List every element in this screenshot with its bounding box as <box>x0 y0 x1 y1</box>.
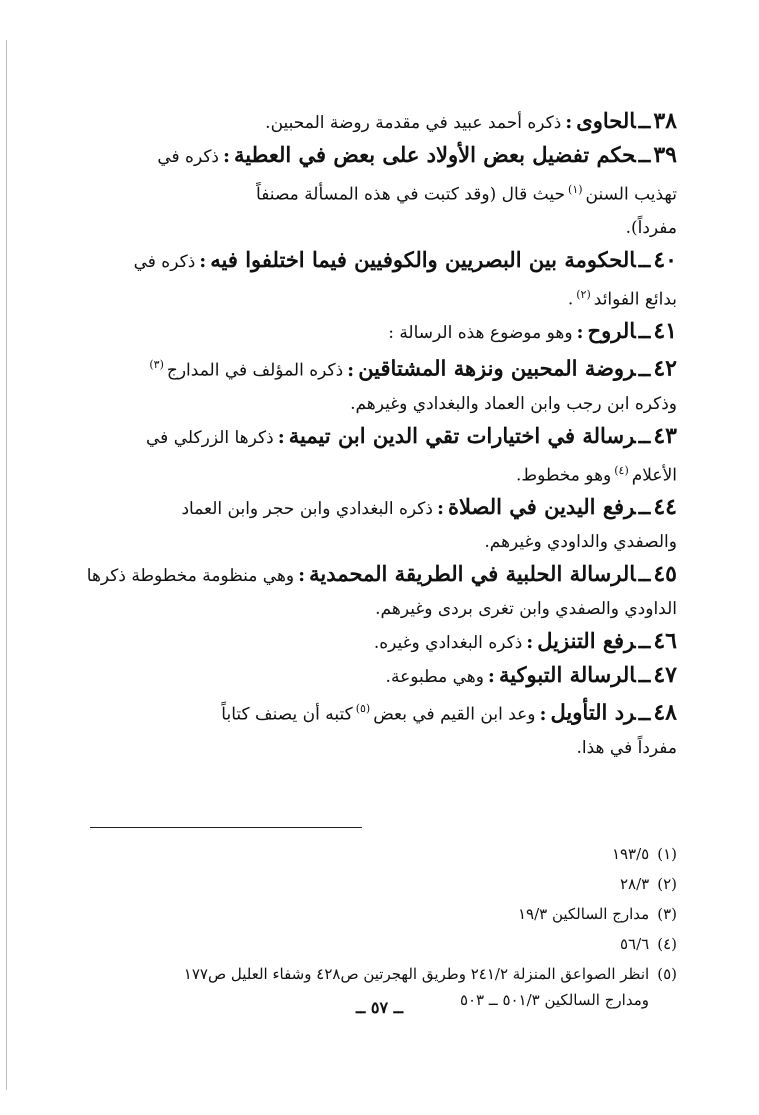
continuation-text: بدائع الفوائد <box>593 289 677 310</box>
footnote-reference: (٥) <box>355 702 371 716</box>
footnote-separator <box>90 827 362 828</box>
continuation-text: مفرداً في هذا. <box>576 737 677 758</box>
continuation-text: مفرداً). <box>625 217 677 238</box>
entry-colon: : <box>539 702 547 725</box>
entry-first-line <box>88 315 677 349</box>
page-number: ــ ٥٧ ــ <box>355 998 404 1017</box>
entry-number: ٤٠ <box>653 246 677 273</box>
entry-number: ٤٦ <box>653 628 677 655</box>
entry-number: ٤٧ <box>653 662 677 689</box>
entry-title: رسالة في اختيارات تقي الدين ابن تيمية <box>288 422 636 448</box>
footnote-reference: (٤) <box>614 463 629 477</box>
entry-number: ٤٢ <box>653 355 677 382</box>
entry-first-line <box>88 659 677 693</box>
footnote-mark: (١) <box>657 845 677 863</box>
entry-number: ٣٩ <box>653 142 677 168</box>
entry-dash: ــ <box>638 562 651 587</box>
list-item <box>88 105 677 139</box>
footnote-text: ١٩٣/٥ <box>611 845 650 863</box>
entry-title: الروح <box>587 318 636 344</box>
entry-continuation-line <box>88 592 677 625</box>
entry-description-continued: كتبه أن يصنف كتاباً <box>221 704 353 725</box>
entry-description: وعد ابن القيم في بعض <box>373 704 536 725</box>
continuation-text-after: وهو مخطوط. <box>515 465 612 486</box>
scan-edge-line <box>6 40 7 1090</box>
entry-title: رد التأويل <box>550 699 636 725</box>
entry-title: روضة المحبين ونزهة المشتاقين <box>358 355 636 381</box>
continuation-text-after: . <box>567 289 574 310</box>
entry-dash: ــ <box>638 495 651 520</box>
entry-number: ٤٨ <box>653 699 677 726</box>
footnotes-list <box>80 840 677 1010</box>
footnote-text: انظر الصواعق المنزلة ٢٤١/٢ وطريق الهجرتين ص٤٢٨ وشفاء العليل ص١٧٧ <box>183 965 650 983</box>
entry-continuation-line <box>88 454 677 492</box>
entry-dash: ــ <box>638 663 651 688</box>
entry-description: ذكره في <box>133 251 196 272</box>
entry-colon: : <box>576 321 584 344</box>
entry-dash: ــ <box>638 629 651 654</box>
entry-dash: ــ <box>638 247 651 272</box>
continuation-text: تهذيب السنن <box>585 184 677 205</box>
entry-description: وهي منظومة مخطوطة ذكرها <box>86 566 295 587</box>
entry-number: ٤١ <box>653 318 677 345</box>
footnote <box>80 900 677 930</box>
entry-first-line <box>88 105 677 139</box>
entry-description: ذكره البغدادي وغيره. <box>373 633 523 654</box>
entry-colon: : <box>199 249 207 272</box>
entry-first-line <box>88 693 677 730</box>
entry-description: ذكره البغدادي وابن حجر وابن العماد <box>181 499 433 520</box>
footnote-text: ٥٦/٦ <box>619 935 650 953</box>
entry-number: ٤٥ <box>653 561 677 588</box>
entry-colon: : <box>347 358 355 381</box>
entry-title: الحكومة بين البصريين والكوفيين فيما اختلفوا فيه <box>210 246 636 272</box>
continuation-text: وذكره ابن رجب وابن العماد والبغدادي وغيرهم. <box>350 393 677 414</box>
continuation-text: الداودي والصفدي وابن تغرى بردى وغيرهم. <box>375 599 677 620</box>
entry-title: الحاوى <box>576 108 636 133</box>
list-item <box>88 659 677 693</box>
entry-title: رفع اليدين في الصلاة <box>447 494 636 520</box>
entry-colon: : <box>436 497 444 520</box>
list-item <box>88 349 677 419</box>
entry-dash: ــ <box>638 109 651 133</box>
list-item <box>88 491 677 558</box>
entry-continuation-line <box>88 525 677 558</box>
entry-colon: : <box>298 564 306 587</box>
continuation-text-after: حيث قال (وقد كتبت في هذه المسألة مصنفاً <box>256 184 566 205</box>
entry-colon: : <box>223 145 231 167</box>
footnote-mark: (٣) <box>657 905 677 923</box>
entry-first-line <box>88 349 677 386</box>
entry-description: وهو موضوع هذه الرسالة : <box>388 323 573 344</box>
entry-dash: ــ <box>638 700 651 725</box>
footnote-reference: (٢) <box>576 287 591 301</box>
footnote-reference: (١) <box>568 183 583 196</box>
list-item <box>88 693 677 763</box>
entry-description: وهي مطبوعة. <box>385 667 484 688</box>
footnote-text: ٢٨/٣ <box>619 875 650 893</box>
footnote-mark: (٥) <box>657 965 677 983</box>
footnote <box>80 930 677 960</box>
entry-first-line <box>88 244 677 278</box>
footnote <box>80 960 677 990</box>
list-item <box>88 315 677 349</box>
entry-continuation-line <box>88 211 677 244</box>
entry-description: ذكره أحمد عبيد في مقدمة روضة المحبين. <box>265 113 562 133</box>
entry-dash: ــ <box>638 356 651 381</box>
entry-number: ٤٤ <box>653 494 677 521</box>
entry-first-line <box>88 491 677 525</box>
entry-title: الرسالة الحلبية في الطريقة المحمدية <box>309 561 636 587</box>
footnote-text: مدارج السالكين ١٩/٣ <box>517 905 650 923</box>
entry-title: رفع التنزيل <box>537 628 636 654</box>
entry-continuation-line <box>88 387 677 420</box>
list-item <box>88 558 677 625</box>
list-item <box>88 244 677 316</box>
entry-colon: : <box>565 111 573 133</box>
continuation-text: والصفدي والداودي وغيرهم. <box>484 532 677 553</box>
footnote-reference: (٣) <box>149 358 164 372</box>
entry-continuation-line <box>88 173 677 211</box>
entry-title: حكم تفضيل بعض الأولاد على بعض في العطية <box>234 142 636 167</box>
footnote <box>80 870 677 900</box>
footnote <box>80 840 677 870</box>
continuation-text: الأعلام <box>631 465 677 486</box>
entry-first-line <box>88 558 677 592</box>
entry-first-line <box>88 420 677 454</box>
list-item <box>88 420 677 492</box>
entry-colon: : <box>487 665 495 688</box>
entry-description: ذكرها الزركلي في <box>146 427 274 448</box>
footnote-mark: (٢) <box>657 875 677 893</box>
entry-first-line <box>88 139 677 173</box>
entry-dash: ــ <box>638 143 651 167</box>
entry-dash: ــ <box>638 423 651 448</box>
list-item <box>88 139 677 244</box>
entry-number: ٤٣ <box>653 422 677 449</box>
entry-title: الرسالة التبوكية <box>498 662 636 688</box>
list-item <box>88 625 677 659</box>
entry-dash: ــ <box>638 319 651 344</box>
entry-continuation-line <box>88 731 677 764</box>
entry-number: ٣٨ <box>653 108 677 134</box>
entry-colon: : <box>526 631 534 654</box>
footnote-continuation: ومدارج السالكين ٥٠١/٣ ــ ٥٠٣ <box>459 991 649 1009</box>
entries-list <box>88 105 677 764</box>
entry-description: ذكره المؤلف في المدارج <box>166 360 344 381</box>
entry-colon: : <box>277 425 285 448</box>
entry-continuation-line <box>88 278 677 316</box>
footnote-mark: (٤) <box>657 935 677 953</box>
entry-first-line <box>88 625 677 659</box>
entry-description: ذكره في <box>157 147 219 167</box>
